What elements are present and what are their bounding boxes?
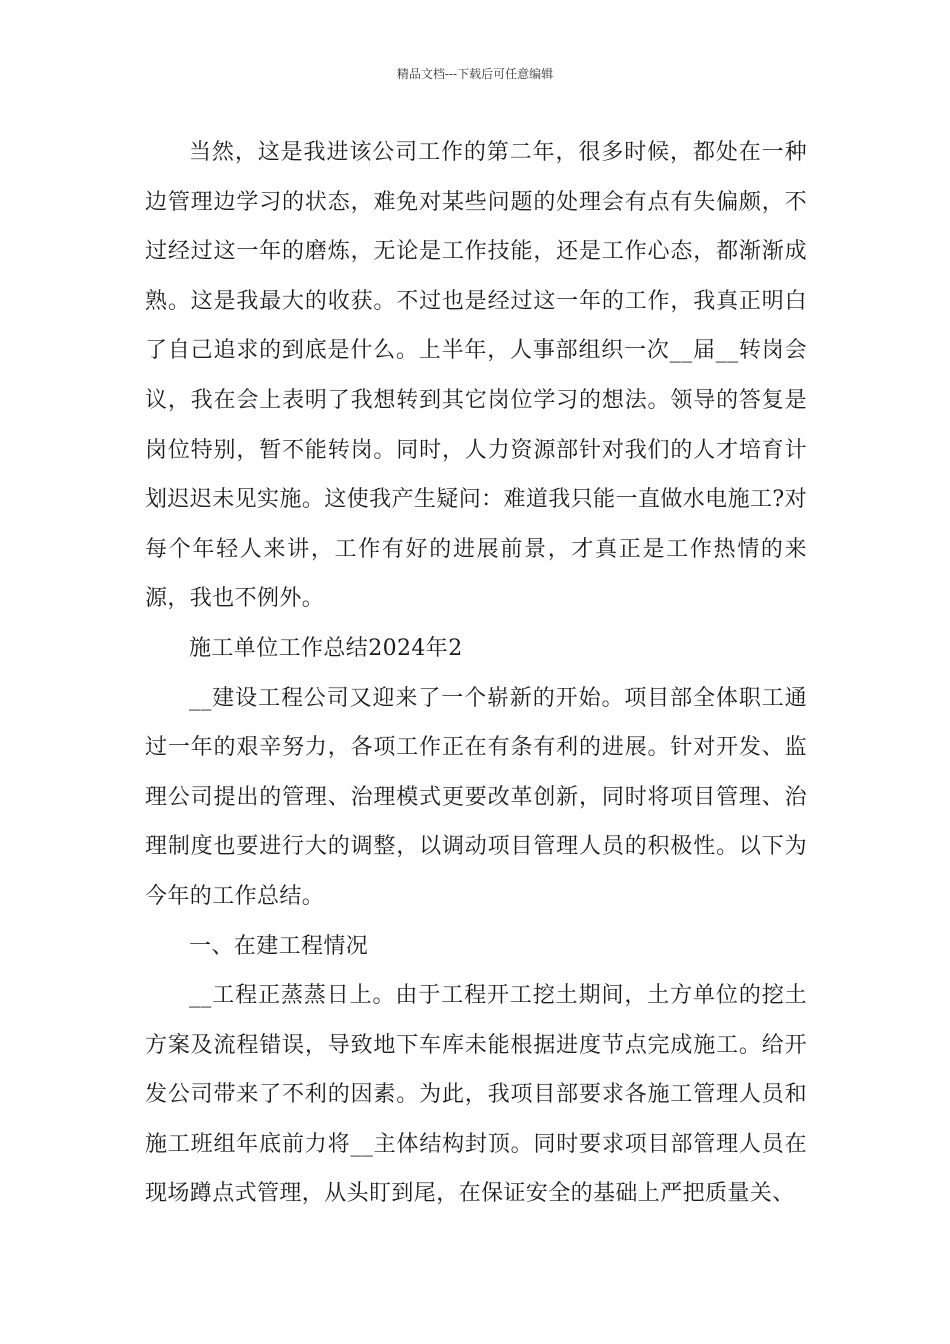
document-body [145,128,807,1219]
body-paragraph: 当然，这是我进该公司工作的第二年，很多时候，都处在一种边管理边学习的状态，难免对某些问题的处理会有点有失偏颇，不过经过这一年的磨炼，无论是工作技能，还是工作心态，都渐渐成熟。这是我最大的收获。不过也是经过这一年的工作，我真正明白了自己追求的到底是什么。上半年，人事部组织一次__届__转岗会议，我在会上表明了我想转到其它岗位学习的想法。领导的答复是岗位特别，暂不能转岗。同时，人力资源部针对我们的人才培育计划迟迟未见实施。这使我产生疑问：难道我只能一直做水电施工?对每个年轻人来讲，工作有好的进展前景，才真正是工作热情的来源，我也不例外。 [145,140,807,612]
section-title: 施工单位工作总结2024年2 [189,635,463,661]
section-heading: 一、在建工程情况 [189,933,369,959]
body-paragraph: __建设工程公司又迎来了一个崭新的开始。项目部全体职工通过一年的艰辛努力，各项工作正在有条有利的进展。针对开发、监理公司提出的管理、治理模式更要改革创新，同时将项目管理、治理制度也要进行大的调整，以调动项目管理人员的积极性。以下为今年的工作总结。 [145,685,807,909]
body-paragraph: __工程正蒸蒸日上。由于工程开工挖土期间，土方单位的挖土方案及流程错误，导致地下车库未能根据进度节点完成施工。给开发公司带来了不利的因素。为此，我项目部要求各施工管理人员和施工班组年底前力将__主体结构封顶。同时要求项目部管理人员在现场蹲点式管理，从头盯到尾，在保证安全的基础上严把质量关、 [145,983,807,1207]
page-header: 精品文档---下载后可任意编辑 [396,67,554,81]
